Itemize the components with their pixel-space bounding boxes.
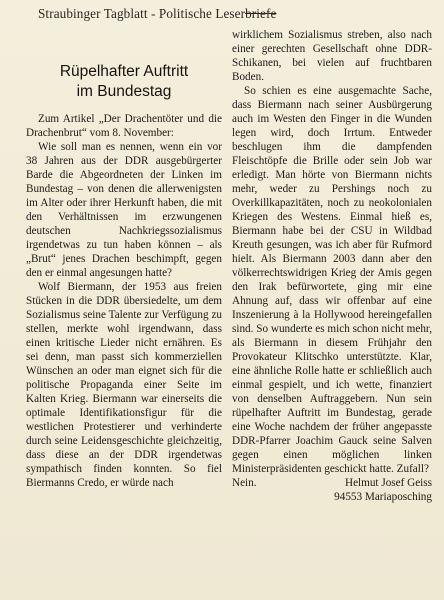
title-line-1: Rüpelhafter Auftritt	[59, 63, 189, 80]
page-header	[38, 6, 276, 22]
publication-name: Straubinger Tagblatt	[38, 6, 148, 21]
section-name-crossed: briefe	[245, 6, 277, 21]
right-column	[232, 28, 432, 504]
left-column	[26, 28, 222, 490]
author-name: Helmut Josef Geiss	[344, 477, 432, 489]
closing-word: Nein.	[232, 477, 257, 489]
header-separator: -	[147, 6, 159, 21]
body-paragraph-2: Wolf Biermann, der 1953 aus freien Stücken in die DDR übersiedelte, um dem Sozialismus seine Talente zur Verfügung zu stellen, merkte wohl irgendwann, dass einen kritische Lieder nicht ernähren. Es sei denn, man passt sich kommerziellen Wünschen an oder man eignet sich für die politische Propaganda einer Seite im Kalten Krieg. Biermann war einerseits die optimale Identifikationsfigur für die westlichen Protestierer und verhinderte durch seine Leidensgeschichte gleichzeitig, dass diese an der DDR irgendetwas sympathisch finden konnten. So fiel Biermanns Credo, er würde nach	[26, 281, 222, 489]
body-paragraph-1: Wie soll man es nennen, wenn ein vor 38 Jahren aus der DDR ausgebürgerter Barde die Abgeordneten der Linken im Bundestag – von denen die allerwenigsten im Alter oder ihrer Herkunft haben, die mit den Verhältnissen im erzwungenen deutschen Nachkriegssozialismus irgendetwas zu tun haben können – als „Brut“ jenes Drachen beschimpft, gegen den er einmal angesungen hatte?	[26, 141, 222, 279]
title-line-2: im Bundestag	[76, 83, 172, 100]
signature-line	[232, 476, 432, 490]
reference-paragraph: Zum Artikel „Der Drachentöter und die Drachenbrut“ vom 8. November:	[26, 113, 222, 139]
body-paragraph-3: So schien es eine ausgemachte Sache, dass Biermann nach seiner Ausbürgerung auch im Westen den Finger in die Wunden legen wird, doch Irrtum. Entweder beschlugen ihm die dampfenden Fleischtöpfe die Brille oder sein Job war erledigt. Man hörte von Biermann nichts mehr, weder zu Pershings noch zu Overkillkapazitäten, noch zu neokolonialen Kriegen des Westens. Einmal hieß es, Biermann habe bei der CSU in Wildbad Kreuth gesungen, was ich aber für Rufmord hielt. Als Biermann 2003 dann aber den völkerrechtswidrigen Krieg der Amis gegen den Irak befürwortete, ging mir eine Ahnung auf, dass wir offenbar auf eine Inszenierung à la Hollywood hereingefallen sind. So wunderte es mich schon nicht mehr, als Biermann in diesem Frühjahr den Provokateur Klitschko unterstützte. Klar, eine ähnliche Rolle hatte er schließlich auch einmal gespielt, und ich wette, finanziert von denselben Auftraggebern. Nun sein rüpelhafter Auftritt im Bundestag, gerade eine Woche nachdem der früher angepasste DDR-Pfarrer Joachim Gauck seine Salven gegen einen möglichen linken Ministerpräsidenten geschickt hatte. Zufall?	[232, 85, 432, 475]
section-name: Politische Leser	[158, 6, 246, 21]
body-paragraph-2-continued: wirklichem Sozialismus streben, also nach einer gerechten Gesellschaft ohne DDR-Schikanen, bei vielen auf fruchtbaren Boden.	[232, 29, 432, 83]
article-title	[26, 62, 222, 102]
author-place: 94553 Mariaposching	[334, 491, 432, 503]
